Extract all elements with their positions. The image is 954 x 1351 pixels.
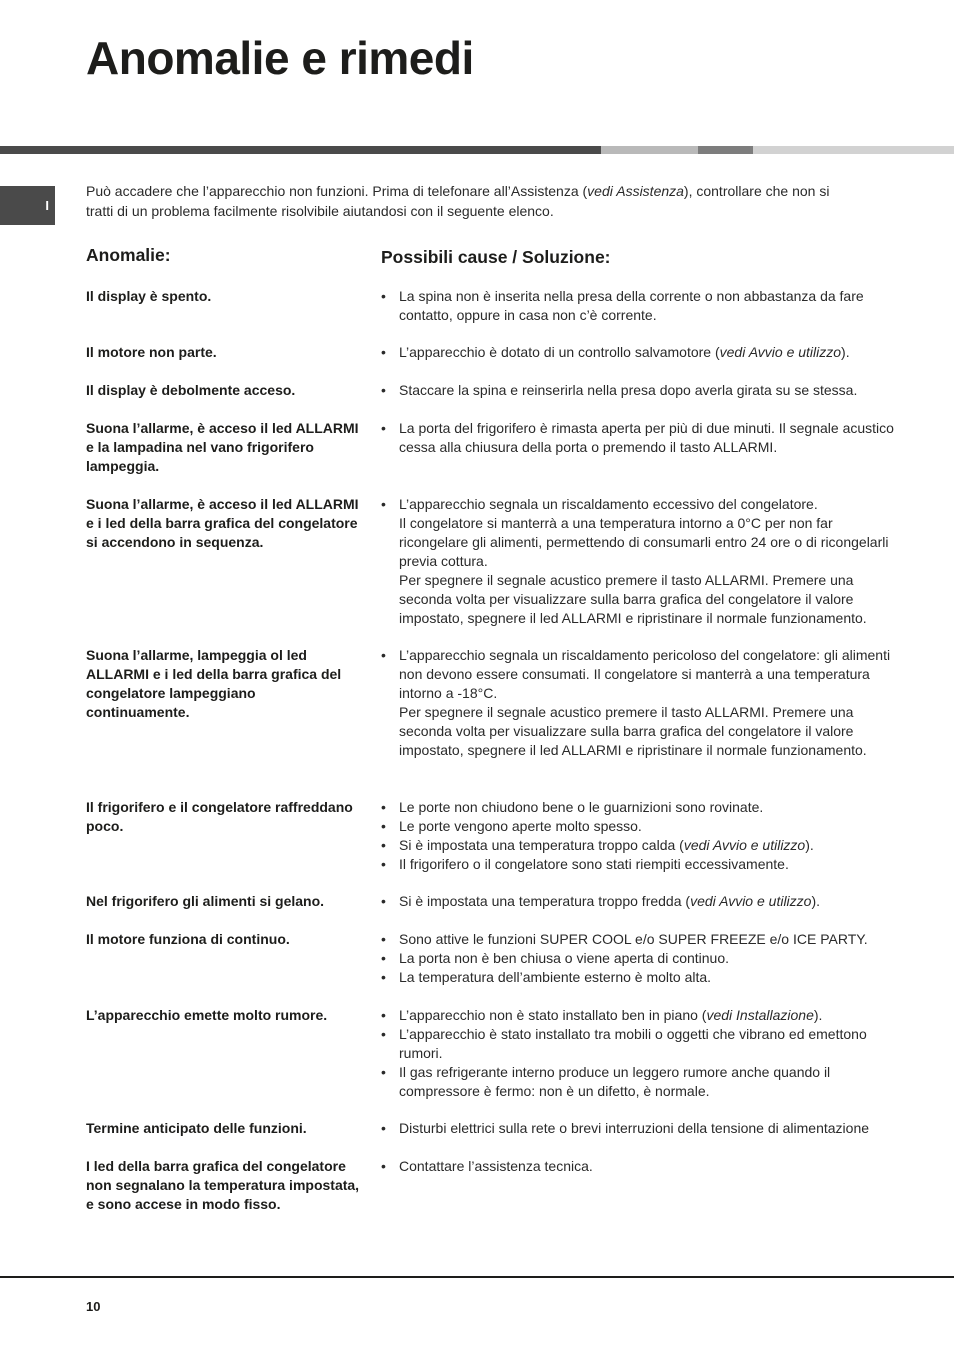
cause-list bbox=[381, 287, 901, 325]
cause-list bbox=[381, 419, 901, 457]
anomaly-label: Il motore funziona di continuo. bbox=[86, 931, 290, 947]
cause-item bbox=[381, 381, 901, 400]
cause-item bbox=[381, 343, 901, 362]
cause-text: L’apparecchio non è stato installato ben in piano ( bbox=[399, 1007, 707, 1023]
cause-item bbox=[381, 495, 901, 514]
header-bar-segment-dark bbox=[0, 146, 601, 154]
cause-item bbox=[381, 930, 901, 949]
cause-list bbox=[381, 343, 901, 362]
cause-item bbox=[381, 514, 901, 571]
cause-text: Sono attive le funzioni SUPER COOL e/o SUPER FREEZE e/o ICE PARTY. bbox=[399, 931, 868, 947]
cause-text: L’apparecchio segnala un riscaldamento pericoloso del congelatore: gli alimenti non devono essere consumati. Il congelatore si manterrà a una temperatura intorno a -18°C. bbox=[399, 647, 891, 701]
cause-list bbox=[381, 381, 901, 400]
cause-text: Le porte vengono aperte molto spesso. bbox=[399, 818, 642, 834]
header-bar-segment-light bbox=[601, 146, 698, 154]
page-number: 10 bbox=[86, 1299, 101, 1314]
cause-item bbox=[381, 571, 901, 628]
anomaly-label: Il display è spento. bbox=[86, 288, 212, 304]
cause-item bbox=[381, 968, 901, 987]
anomaly-label: Nel frigorifero gli alimenti si gelano. bbox=[86, 893, 325, 909]
cause-list bbox=[381, 1119, 901, 1138]
anomalies-heading: Anomalie: bbox=[86, 245, 171, 265]
anomaly-label: Suona l’allarme, è acceso il led ALLARMI e la lampadina nel vano frigorifero lampeggia. bbox=[86, 420, 359, 474]
cause-text: La porta non è ben chiusa o viene aperta di continuo. bbox=[399, 950, 730, 966]
cause-list bbox=[381, 892, 901, 911]
cause-item bbox=[381, 1157, 901, 1176]
cause-list bbox=[381, 646, 901, 760]
cause-text: L’apparecchio è dotato di un controllo salvamotore ( bbox=[399, 344, 720, 360]
cause-list bbox=[381, 495, 901, 628]
cause-text: Disturbi elettrici sulla rete o brevi interruzioni della tensione di alimentazione bbox=[399, 1120, 870, 1136]
cause-text: Per spegnere il segnale acustico premere il tasto ALLARMI. Premere una seconda volta per visualizzare sulla barra grafica del congelatore il valore impostato, spegnere il led ALLARMI e ripristinare il normale funzionamento. bbox=[399, 704, 867, 758]
cause-reference: vedi Avvio e utilizzo bbox=[719, 344, 842, 360]
anomaly-label: I led della barra grafica del congelatore non segnalano la temperatura impostata, e sono accese in modo fisso. bbox=[86, 1158, 360, 1212]
language-tab: I bbox=[0, 186, 55, 225]
cause-text: La spina non è inserita nella presa della corrente o non abbastanza da fare contatto, oppure in casa non c’è corrente. bbox=[399, 288, 864, 323]
cause-text: Si è impostata una temperatura troppo calda ( bbox=[399, 837, 684, 853]
cause-item bbox=[381, 703, 901, 760]
intro-text-after: ), controllare che non si tratti di un problema facilmente risolvibile aiutandosi con il seguente elenco. bbox=[86, 183, 830, 219]
intro-reference: vedi Assistenza bbox=[587, 183, 684, 199]
anomaly-label: Suona l’allarme, lampeggia ol led ALLARMI e i led della barra grafica del congelatore lampeggiano continuamente. bbox=[86, 647, 342, 720]
cause-list bbox=[381, 798, 901, 874]
cause-item bbox=[381, 892, 901, 911]
causes-heading: Possibili cause / Soluzione: bbox=[381, 247, 611, 267]
footer-rule bbox=[0, 1276, 954, 1278]
cause-item bbox=[381, 1025, 901, 1063]
cause-item bbox=[381, 798, 901, 817]
cause-list bbox=[381, 1006, 901, 1101]
anomaly-label: L’apparecchio emette molto rumore. bbox=[86, 1007, 328, 1023]
header-bar-segment-mid bbox=[698, 146, 753, 154]
cause-text: La porta del frigorifero è rimasta aperta per più di due minuti. Il segnale acustico cessa alla chiusura della porta o premendo il tasto ALLARMI. bbox=[399, 420, 894, 455]
cause-list bbox=[381, 930, 901, 987]
cause-text: L’apparecchio segnala un riscaldamento eccessivo del congelatore. bbox=[399, 496, 818, 512]
cause-text: La temperatura dell’ambiente esterno è molto alta. bbox=[399, 969, 712, 985]
anomaly-label: Il display è debolmente acceso. bbox=[86, 382, 296, 398]
cause-text: L’apparecchio è stato installato tra mobili o oggetti che vibrano ed emettono rumori. bbox=[399, 1026, 867, 1061]
anomaly-label: Il frigorifero e il congelatore raffreddano poco. bbox=[86, 799, 353, 834]
cause-text: Si è impostata una temperatura troppo fredda ( bbox=[399, 893, 691, 909]
cause-item bbox=[381, 949, 901, 968]
intro-paragraph bbox=[86, 181, 846, 221]
anomaly-label: Suona l’allarme, è acceso il led ALLARMI e i led della barra grafica del congelatore si accendono in sequenza. bbox=[86, 496, 359, 550]
cause-item bbox=[381, 419, 901, 457]
cause-text: Contattare l’assistenza tecnica. bbox=[399, 1158, 593, 1174]
cause-item bbox=[381, 1063, 901, 1101]
cause-reference: vedi Avvio e utilizzo bbox=[690, 893, 812, 909]
cause-item bbox=[381, 817, 901, 836]
cause-item bbox=[381, 287, 901, 325]
cause-text: Staccare la spina e reinserirla nella presa dopo averla girata su se stessa. bbox=[399, 382, 858, 398]
anomaly-label: Il motore non parte. bbox=[86, 344, 217, 360]
cause-text-after: ). bbox=[811, 893, 821, 909]
cause-text-after: ). bbox=[841, 344, 850, 360]
intro-text-before: Può accadere che l’apparecchio non funzioni. Prima di telefonare all’Assistenza ( bbox=[86, 183, 588, 199]
anomaly-label: Termine anticipato delle funzioni. bbox=[86, 1120, 307, 1136]
cause-item bbox=[381, 855, 901, 874]
cause-item bbox=[381, 646, 901, 703]
cause-text-after: ). bbox=[805, 837, 814, 853]
cause-text: Il gas refrigerante interno produce un leggero rumore anche quando il compressore è fermo: non è un difetto, è normale. bbox=[399, 1064, 831, 1099]
cause-text: Il congelatore si manterrà a una temperatura intorno a 0°C per non far ricongelare gli alimenti, permettendo di consumarli entro 24 ore o di ricongelarli previa cottura. bbox=[399, 515, 889, 569]
cause-item bbox=[381, 836, 901, 855]
cause-text: Il frigorifero o il congelatore sono stati riempiti eccessivamente. bbox=[399, 856, 789, 872]
header-bar-segment-pale bbox=[753, 146, 954, 154]
cause-reference: vedi Installazione bbox=[706, 1007, 814, 1023]
cause-list bbox=[381, 1157, 901, 1176]
cause-item bbox=[381, 1119, 901, 1138]
cause-reference: vedi Avvio e utilizzo bbox=[683, 837, 806, 853]
page-title: Anomalie e rimedi bbox=[86, 32, 474, 84]
cause-text: Per spegnere il segnale acustico premere il tasto ALLARMI. Premere una seconda volta per visualizzare sulla barra grafica del congelatore il valore impostato, spegnere il led ALLARMI e ripristinare il normale funzionamento. bbox=[399, 572, 867, 626]
cause-text: Le porte non chiudono bene o le guarnizioni sono rovinate. bbox=[399, 799, 764, 815]
cause-item bbox=[381, 1006, 901, 1025]
cause-text-after: ). bbox=[813, 1007, 823, 1023]
